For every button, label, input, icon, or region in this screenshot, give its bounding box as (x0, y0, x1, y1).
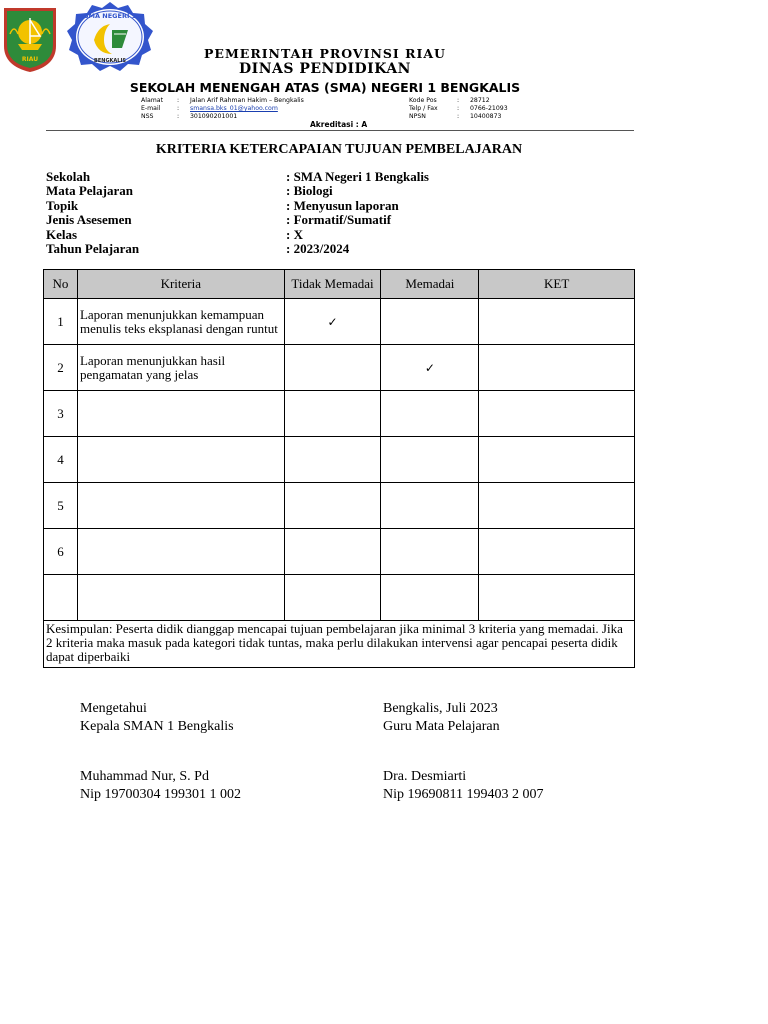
header-kriteria: Kriteria (77, 270, 284, 299)
cell-kriteria (77, 299, 284, 345)
signature-right-line2: Guru Mata Pelajaran (383, 719, 500, 734)
meta-label-topik: Topik (46, 198, 79, 213)
meta-label-asesmen: Jenis Asesemen (46, 212, 132, 227)
info-sep: : (177, 97, 180, 104)
cell-ket (479, 345, 635, 391)
cell-kriteria (77, 575, 284, 621)
letterhead-line1: PEMERINTAH PROVINSI RIAU (204, 46, 446, 61)
left-logo-text: RIAU (21, 56, 39, 63)
letterhead-line3: SEKOLAH MENENGAH ATAS (SMA) NEGERI 1 BENGKALIS (129, 80, 521, 95)
cell-tidak-memadai (284, 345, 381, 391)
cell-tidak-memadai: ✓ (284, 299, 381, 345)
signature-left-line2: Kepala SMAN 1 Bengkalis (80, 719, 234, 734)
info-address: Jalan Arif Rahman Hakim – Bengkalis (190, 97, 304, 104)
signature-left-name-block (80, 768, 241, 804)
cell-ket (479, 391, 635, 437)
header-tidak-memadai: Tidak Memadai (284, 270, 381, 299)
cell-kriteria (77, 437, 284, 483)
kesimpulan-text: Kesimpulan: Peserta didik dianggap mencapai tujuan pembelajaran jika minimal 3 kriteria yang memadai. Jika 2 kriteria maka masuk pada kategori tidak tuntas, maka perlu dilakukan intervensi agar pencapai peserta didik dapat diperbaiki (44, 621, 635, 668)
signature-right-nip: Nip 19690811 199403 2 007 (383, 787, 544, 802)
meta-label-sekolah: Sekolah (46, 169, 91, 184)
riau-province-logo (0, 4, 60, 74)
table-row (44, 391, 635, 437)
signature-right-line1: Bengkalis, Juli 2023 (383, 701, 498, 716)
cell-kriteria (77, 345, 284, 391)
table-row (44, 345, 635, 391)
cell-memadai (381, 391, 479, 437)
info-label: E-mail (141, 105, 161, 112)
signature-left-nip: Nip 19700304 199301 1 002 (80, 787, 241, 802)
table-row (44, 299, 635, 345)
cell-ket (479, 529, 635, 575)
info-label: Telp / Fax (409, 105, 438, 112)
letterhead-divider (46, 130, 634, 131)
signature-right-name-block (383, 768, 543, 804)
info-sep: : (457, 105, 460, 112)
akreditasi: Akreditasi : A (310, 120, 368, 129)
info-npsn: 10400873 (470, 113, 502, 120)
criteria-table (43, 269, 635, 668)
document-title: KRITERIA KETERCAPAIAN TUJUAN PEMBELAJARAN (155, 142, 523, 157)
right-logo-text-bottom: BENGKALIS (94, 58, 126, 64)
meta-label-kelas: Kelas (46, 227, 78, 242)
cell-tidak-memadai (284, 483, 381, 529)
header-no: No (44, 270, 78, 299)
table-header-row (44, 270, 635, 299)
letterhead-info-right (409, 97, 529, 123)
info-nss: 301090201001 (190, 113, 238, 120)
meta-value-tahun: : 2023/2024 (286, 241, 350, 256)
table-row (44, 483, 635, 529)
letterhead-line2: DINAS PENDIDIKAN (239, 61, 411, 77)
cell-kriteria (77, 483, 284, 529)
cell-no: 3 (44, 391, 78, 437)
kriteria-line: Laporan menunjukkan hasil (79, 352, 226, 368)
cell-no: 1 (44, 299, 78, 345)
cell-memadai (381, 483, 479, 529)
meta-value-kelas: : X (286, 227, 303, 242)
meta-value-sekolah: : SMA Negeri 1 Bengkalis (286, 169, 429, 184)
cell-memadai: ✓ (381, 345, 479, 391)
cell-ket (479, 437, 635, 483)
info-sep: : (457, 97, 460, 104)
info-label: Kode Pos (409, 97, 437, 104)
kriteria-line: menulis teks eksplanasi dengan runtut (79, 320, 278, 336)
header-memadai: Memadai (381, 270, 479, 299)
info-sep: : (457, 113, 460, 120)
cell-tidak-memadai (284, 529, 381, 575)
cell-kriteria (77, 529, 284, 575)
signature-left (80, 700, 234, 736)
cell-tidak-memadai (284, 437, 381, 483)
header-ket: KET (479, 270, 635, 299)
kriteria-line: Laporan menunjukkan kemampuan (79, 306, 265, 322)
meta-value-asesmen: : Formatif/Sumatif (286, 212, 392, 227)
right-logo-text-top: SMA NEGERI 1 (83, 12, 137, 20)
cell-no: 4 (44, 437, 78, 483)
signature-left-name: Muhammad Nur, S. Pd (80, 769, 209, 784)
signature-left-line1: Mengetahui (80, 701, 147, 716)
cell-memadai (381, 575, 479, 621)
cell-no (44, 575, 78, 621)
info-label: NSS (141, 113, 154, 120)
kriteria-line: pengamatan yang jelas (79, 366, 199, 382)
info-sep: : (177, 105, 180, 112)
info-sep: : (177, 113, 180, 120)
cell-tidak-memadai (284, 391, 381, 437)
meta-value-topik: : Menyusun laporan (286, 198, 399, 213)
cell-ket (479, 575, 635, 621)
info-email-link[interactable]: smansa.bks_01@yahoo.com (190, 105, 278, 112)
meta-label-tahun: Tahun Pelajaran (46, 241, 140, 256)
meta-label-mapel: Mata Pelajaran (46, 183, 134, 198)
signature-right (383, 700, 500, 736)
table-row (44, 529, 635, 575)
kesimpulan-row (44, 621, 635, 668)
cell-memadai (381, 299, 479, 345)
info-kodepos: 28712 (470, 97, 490, 104)
cell-memadai (381, 437, 479, 483)
cell-kriteria (77, 391, 284, 437)
signature-right-name: Dra. Desmiarti (383, 769, 467, 784)
cell-memadai (381, 529, 479, 575)
cell-ket (479, 483, 635, 529)
meta-value-mapel: : Biologi (286, 183, 333, 198)
info-telp: 0766-21093 (470, 105, 508, 112)
cell-no: 6 (44, 529, 78, 575)
info-label: NPSN (409, 113, 426, 120)
cell-ket (479, 299, 635, 345)
table-row (44, 575, 635, 621)
cell-no: 5 (44, 483, 78, 529)
info-label: Alamat (141, 97, 163, 104)
cell-no: 2 (44, 345, 78, 391)
cell-tidak-memadai (284, 575, 381, 621)
table-row (44, 437, 635, 483)
